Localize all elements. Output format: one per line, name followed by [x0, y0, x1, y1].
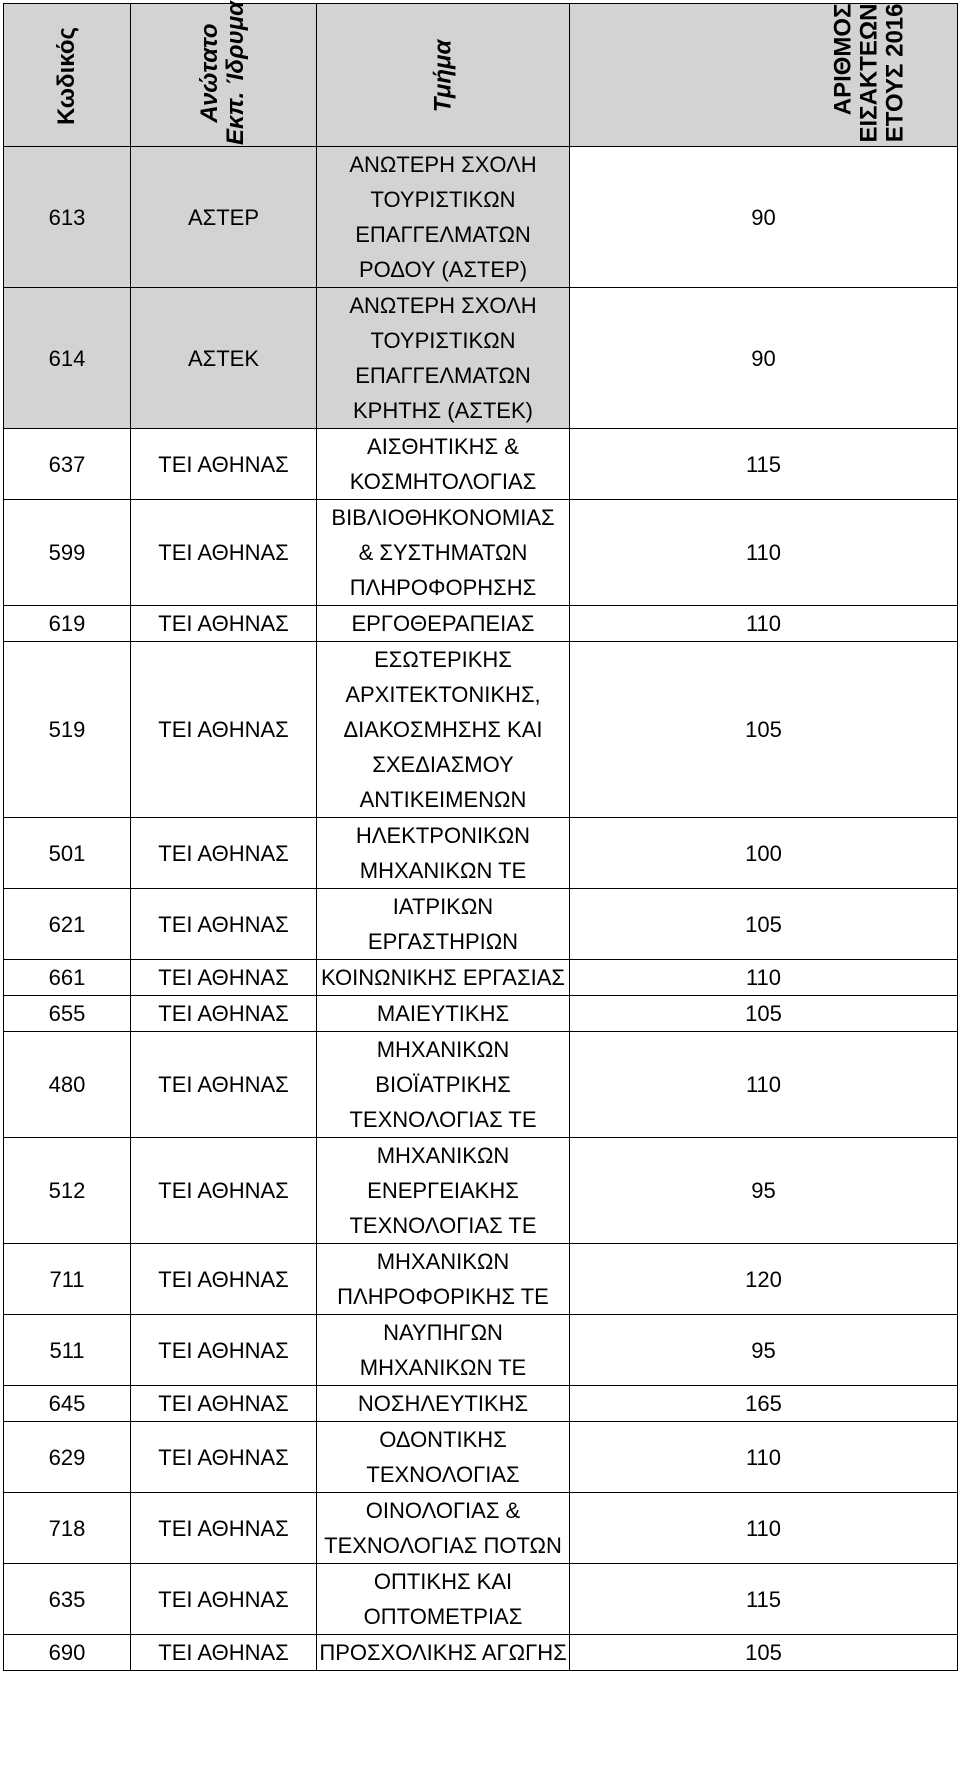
table-row: [4, 818, 958, 889]
department-line: ΜΗΧΑΝΙΚΩΝ: [376, 1249, 510, 1274]
institution-cell: ΤΕΙ ΑΘΗΝΑΣ: [131, 642, 317, 818]
header-code-label: Κωδικός: [52, 26, 80, 125]
institution-cell: ΤΕΙ ΑΘΗΝΑΣ: [131, 1244, 317, 1315]
department-line: ΡΟΔΟΥ (ΑΣΤΕΡ): [358, 257, 528, 282]
admissions-count-cell: 165: [570, 1386, 958, 1422]
department-cell: [317, 1244, 570, 1315]
department-line: ΤΕΧΝΟΛΟΓΙΑΣ ΤΕ: [349, 1213, 537, 1238]
admissions-count-cell: 105: [570, 889, 958, 960]
table-row: [4, 606, 958, 642]
code-cell: 661: [4, 960, 131, 996]
table-row: [4, 889, 958, 960]
header-department-label: Τμήμα: [429, 39, 456, 112]
department-line: ΟΠΤΙΚΗΣ ΚΑΙ: [373, 1569, 513, 1594]
header-department: [317, 4, 570, 147]
department-cell: [317, 1422, 570, 1493]
institution-cell: ΤΕΙ ΑΘΗΝΑΣ: [131, 1032, 317, 1138]
department-line: ΤΟΥΡΙΣΤΙΚΩΝ: [370, 328, 516, 353]
department-line: ΜΗΧΑΝΙΚΩΝ ΤΕ: [359, 1355, 527, 1380]
table-row: [4, 1386, 958, 1422]
admissions-count-cell: 115: [570, 1564, 958, 1635]
code-cell: 711: [4, 1244, 131, 1315]
department-line: ΚΟΙΝΩΝΙΚΗΣ ΕΡΓΑΣΙΑΣ: [321, 965, 565, 990]
department-line: ΚΟΣΜΗΤΟΛΟΓΙΑΣ: [349, 469, 537, 494]
table-row: [4, 147, 958, 288]
code-cell: 718: [4, 1493, 131, 1564]
header-institution-label: [198, 1, 250, 145]
header-admissions-line2: ΕΙΣΑΚΤΕΩΝ: [855, 3, 883, 143]
department-cell: [317, 1493, 570, 1564]
table-row: [4, 1244, 958, 1315]
department-line: ΤΟΥΡΙΣΤΙΚΩΝ: [370, 187, 516, 212]
table-row: [4, 1635, 958, 1671]
admissions-count-cell: 120: [570, 1244, 958, 1315]
header-institution: [131, 0, 317, 147]
institution-cell: ΤΕΙ ΑΘΗΝΑΣ: [131, 500, 317, 606]
header-admissions-line1: ΑΡΙΘΜΟΣ: [829, 3, 857, 116]
institution-cell: ΤΕΙ ΑΘΗΝΑΣ: [131, 889, 317, 960]
department-line: ΜΑΙΕΥΤΙΚΗΣ: [376, 1001, 510, 1026]
department-line: ΤΕΧΝΟΛΟΓΙΑΣ ΠΟΤΩΝ: [324, 1533, 562, 1558]
code-cell: 599: [4, 500, 131, 606]
institution-cell: ΤΕΙ ΑΘΗΝΑΣ: [131, 1138, 317, 1244]
department-cell: [317, 606, 570, 642]
institution-cell: ΤΕΙ ΑΘΗΝΑΣ: [131, 1493, 317, 1564]
department-line: ΔΙΑΚΟΣΜΗΣΗΣ ΚΑΙ: [343, 717, 543, 742]
admissions-count-cell: 110: [570, 1032, 958, 1138]
department-line: ΕΝΕΡΓΕΙΑΚΗΣ: [367, 1178, 519, 1203]
admissions-table: [3, 0, 958, 1671]
department-line: ΒΙΒΛΙΟΘΗΚΟΝΟΜΙΑΣ: [331, 505, 555, 530]
table-row: [4, 960, 958, 996]
department-cell: [317, 1315, 570, 1386]
header-institution-line2: Εκπ. Ίδρυμα: [222, 0, 250, 146]
department-cell: [317, 889, 570, 960]
table-row: [4, 500, 958, 606]
department-line: ΕΡΓΑΣΤΗΡΙΩΝ: [367, 929, 519, 954]
department-line: ΤΕΧΝΟΛΟΓΙΑΣ: [366, 1462, 520, 1487]
department-cell: [317, 818, 570, 889]
department-line: ΙΑΤΡΙΚΩΝ: [392, 894, 494, 919]
department-line: ΜΗΧΑΝΙΚΩΝ: [376, 1037, 510, 1062]
department-line: ΜΗΧΑΝΙΚΩΝ: [376, 1143, 510, 1168]
department-cell: [317, 288, 570, 429]
institution-cell: ΤΕΙ ΑΘΗΝΑΣ: [131, 996, 317, 1032]
department-line: ΕΠΑΓΓΕΛΜΑΤΩΝ: [355, 363, 531, 388]
department-cell: [317, 1386, 570, 1422]
code-cell: 645: [4, 1386, 131, 1422]
admissions-count-cell: 110: [570, 1493, 958, 1564]
table-row: [4, 642, 958, 818]
department-line: ΕΡΓΟΘΕΡΑΠΕΙΑΣ: [351, 611, 535, 636]
admissions-count-cell: 115: [570, 429, 958, 500]
department-line: ΝΑΥΠΗΓΩΝ: [383, 1320, 503, 1345]
department-line: ΠΡΟΣΧΟΛΙΚΗΣ ΑΓΩΓΗΣ: [319, 1640, 567, 1665]
code-cell: 629: [4, 1422, 131, 1493]
admissions-count-cell: 90: [570, 288, 958, 429]
department-line: ΑΝΩΤΕΡΗ ΣΧΟΛΗ: [349, 152, 537, 177]
table-row: [4, 1422, 958, 1493]
admissions-count-cell: 110: [570, 1422, 958, 1493]
department-cell: [317, 147, 570, 288]
table-row: [4, 1032, 958, 1138]
department-line: ΟΔΟΝΤΙΚΗΣ: [379, 1427, 507, 1452]
code-cell: 619: [4, 606, 131, 642]
admissions-count-cell: 110: [570, 606, 958, 642]
institution-cell: ΤΕΙ ΑΘΗΝΑΣ: [131, 1564, 317, 1635]
department-line: ΒΙΟΪΑΤΡΙΚΗΣ: [375, 1072, 511, 1097]
code-cell: 519: [4, 642, 131, 818]
table-row: [4, 1493, 958, 1564]
code-cell: 501: [4, 818, 131, 889]
institution-cell: ΤΕΙ ΑΘΗΝΑΣ: [131, 606, 317, 642]
table-row: [4, 996, 958, 1032]
code-cell: 614: [4, 288, 131, 429]
department-line: ΠΛΗΡΟΦΟΡΙΚΗΣ ΤΕ: [337, 1284, 549, 1309]
department-line: ΜΗΧΑΝΙΚΩΝ ΤΕ: [359, 858, 527, 883]
header-admissions: [570, 4, 958, 147]
institution-cell: ΤΕΙ ΑΘΗΝΑΣ: [131, 1386, 317, 1422]
admissions-count-cell: 90: [570, 147, 958, 288]
department-line: & ΣΥΣΤΗΜΑΤΩΝ: [358, 540, 528, 565]
department-cell: [317, 500, 570, 606]
department-cell: [317, 1564, 570, 1635]
institution-cell: ΤΕΙ ΑΘΗΝΑΣ: [131, 1422, 317, 1493]
department-cell: [317, 960, 570, 996]
department-cell: [317, 1138, 570, 1244]
department-line: ΟΠΤΟΜΕΤΡΙΑΣ: [363, 1604, 523, 1629]
institution-cell: ΤΕΙ ΑΘΗΝΑΣ: [131, 429, 317, 500]
header-institution-line1: Ανώτατο: [196, 23, 224, 123]
header-admissions-label: [831, 4, 909, 143]
department-line: ΝΟΣΗΛΕΥΤΙΚΗΣ: [357, 1391, 529, 1416]
table-row: [4, 1138, 958, 1244]
admissions-count-cell: 105: [570, 1635, 958, 1671]
department-line: ΠΛΗΡΟΦΟΡΗΣΗΣ: [349, 575, 537, 600]
institution-cell: ΤΕΙ ΑΘΗΝΑΣ: [131, 960, 317, 996]
department-cell: [317, 429, 570, 500]
department-cell: [317, 1635, 570, 1671]
department-line: ΕΣΩΤΕΡΙΚΗΣ: [374, 647, 512, 672]
admissions-count-cell: 110: [570, 500, 958, 606]
code-cell: 480: [4, 1032, 131, 1138]
admissions-count-cell: 100: [570, 818, 958, 889]
code-cell: 511: [4, 1315, 131, 1386]
department-line: ΑΝΩΤΕΡΗ ΣΧΟΛΗ: [349, 293, 537, 318]
table-row: [4, 429, 958, 500]
department-cell: [317, 996, 570, 1032]
code-cell: 635: [4, 1564, 131, 1635]
department-line: ΟΙΝΟΛΟΓΙΑΣ &: [365, 1498, 521, 1523]
table-row: [4, 1315, 958, 1386]
table-body: [4, 147, 958, 1671]
department-line: ΑΙΣΘΗΤΙΚΗΣ &: [367, 434, 519, 459]
department-line: ΕΠΑΓΓΕΛΜΑΤΩΝ: [355, 222, 531, 247]
department-line: ΗΛΕΚΤΡΟΝΙΚΩΝ: [355, 823, 531, 848]
department-line: ΣΧΕΔΙΑΣΜΟΥ: [372, 752, 514, 777]
admissions-count-cell: 110: [570, 960, 958, 996]
header-admissions-line3: ΕΤΟΥΣ 2016: [881, 3, 909, 143]
header-row: [4, 4, 958, 147]
institution-cell: ΑΣΤΕΡ: [131, 147, 317, 288]
table-row: [4, 1564, 958, 1635]
department-cell: [317, 1032, 570, 1138]
code-cell: 690: [4, 1635, 131, 1671]
admissions-count-cell: 105: [570, 642, 958, 818]
admissions-table-sheet: [3, 0, 957, 1671]
department-line: ΑΡΧΙΤΕΚΤΟΝΙΚΗΣ,: [345, 682, 541, 707]
department-line: ΑΝΤΙΚΕΙΜΕΝΩΝ: [359, 787, 527, 812]
institution-cell: ΑΣΤΕΚ: [131, 288, 317, 429]
table-row: [4, 288, 958, 429]
code-cell: 637: [4, 429, 131, 500]
code-cell: 621: [4, 889, 131, 960]
admissions-count-cell: 95: [570, 1315, 958, 1386]
code-cell: 613: [4, 147, 131, 288]
header-code: [4, 4, 131, 147]
code-cell: 512: [4, 1138, 131, 1244]
department-line: ΤΕΧΝΟΛΟΓΙΑΣ ΤΕ: [349, 1107, 537, 1132]
institution-cell: ΤΕΙ ΑΘΗΝΑΣ: [131, 1635, 317, 1671]
institution-cell: ΤΕΙ ΑΘΗΝΑΣ: [131, 818, 317, 889]
department-line: ΚΡΗΤΗΣ (ΑΣΤΕΚ): [353, 398, 533, 423]
department-cell: [317, 642, 570, 818]
admissions-count-cell: 105: [570, 996, 958, 1032]
admissions-count-cell: 95: [570, 1138, 958, 1244]
institution-cell: ΤΕΙ ΑΘΗΝΑΣ: [131, 1315, 317, 1386]
code-cell: 655: [4, 996, 131, 1032]
